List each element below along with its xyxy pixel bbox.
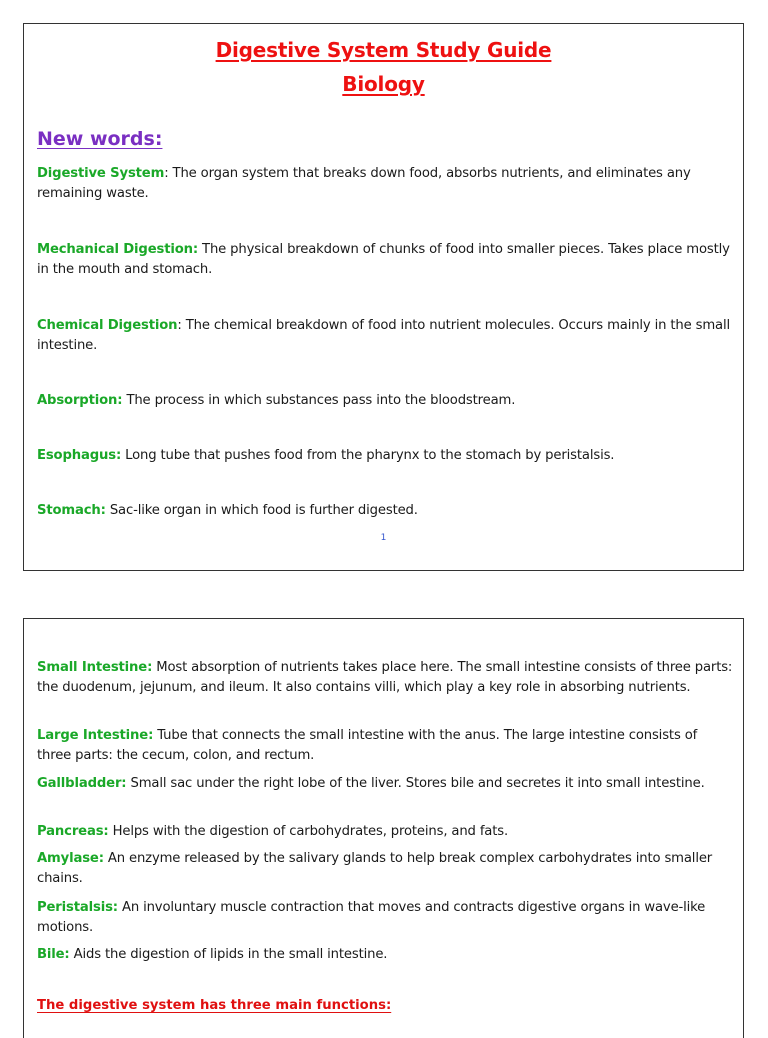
new-words-heading: New words: bbox=[37, 128, 163, 150]
definition-stomach bbox=[37, 501, 733, 521]
term-label: Gallbladder: bbox=[37, 776, 127, 791]
term-label: Pancreas: bbox=[37, 824, 109, 839]
definition-absorption bbox=[37, 391, 733, 411]
definition-bile bbox=[37, 945, 733, 965]
definition-text: The process in which substances pass into the bloodstream. bbox=[122, 393, 516, 408]
definition-mechanical-digestion bbox=[37, 240, 733, 280]
page-number: 1 bbox=[380, 533, 387, 543]
term-label: Absorption: bbox=[37, 393, 123, 408]
document-title: Digestive System Study Guide bbox=[215, 38, 552, 62]
term-label: Amylase: bbox=[37, 851, 104, 866]
term-label: Chemical Digestion bbox=[37, 318, 178, 333]
definition-text: Sac-like organ in which food is further digested. bbox=[105, 503, 418, 518]
term-separator: : bbox=[177, 318, 182, 333]
definition-text: The organ system that breaks down food, absorbs nutrients, and eliminates any remaining waste. bbox=[37, 166, 691, 201]
definition-text: The chemical breakdown of food into nutrient molecules. Occurs mainly in the small intestine. bbox=[37, 318, 731, 353]
definition-amylase bbox=[37, 849, 733, 889]
term-label: Large Intestine: bbox=[37, 728, 154, 743]
term-label: Bile: bbox=[37, 947, 70, 962]
definition-small-intestine bbox=[37, 658, 733, 698]
definition-text: An involuntary muscle contraction that moves and contracts digestive organs in wave-like motions. bbox=[37, 900, 706, 935]
term-label: Stomach: bbox=[37, 503, 106, 518]
document-page-2 bbox=[23, 618, 744, 1038]
document-subject: Biology bbox=[342, 72, 425, 96]
definition-chemical-digestion bbox=[37, 316, 733, 356]
document-page-1 bbox=[23, 23, 744, 571]
term-label: Digestive System bbox=[37, 166, 165, 181]
definition-large-intestine bbox=[37, 726, 733, 766]
definition-gallbladder bbox=[37, 774, 733, 794]
definition-peristalsis bbox=[37, 898, 733, 938]
term-label: Esophagus: bbox=[37, 448, 122, 463]
definition-text: Tube that connects the small intestine with the anus. The large intestine consists of three parts: the cecum, colon, and rectum. bbox=[37, 728, 698, 763]
definition-text: Small sac under the right lobe of the liver. Stores bile and secretes it into small intestine. bbox=[126, 776, 705, 791]
definition-text: Long tube that pushes food from the pharynx to the stomach by peristalsis. bbox=[121, 448, 615, 463]
definition-text: An enzyme released by the salivary glands to help break complex carbohydrates into smaller chains. bbox=[37, 851, 713, 886]
definition-digestive-system bbox=[37, 164, 733, 204]
definition-text: Aids the digestion of lipids in the small intestine. bbox=[69, 947, 388, 962]
definition-text: Helps with the digestion of carbohydrates, proteins, and fats. bbox=[108, 824, 509, 839]
main-functions-heading: The digestive system has three main functions: bbox=[37, 998, 392, 1013]
term-label: Small Intestine: bbox=[37, 660, 153, 675]
term-separator: : bbox=[164, 166, 169, 181]
definition-text: Most absorption of nutrients takes place here. The small intestine consists of three parts: the duodenum, jejunum, and ileum. It also contains villi, which play a key role in absorbing nutrients. bbox=[37, 660, 733, 695]
term-label: Peristalsis: bbox=[37, 900, 118, 915]
term-label: Mechanical Digestion: bbox=[37, 242, 199, 257]
definition-esophagus bbox=[37, 446, 733, 466]
definition-text: The physical breakdown of chunks of food into smaller pieces. Takes place mostly in the mouth and stomach. bbox=[37, 242, 730, 277]
definition-pancreas bbox=[37, 822, 733, 842]
